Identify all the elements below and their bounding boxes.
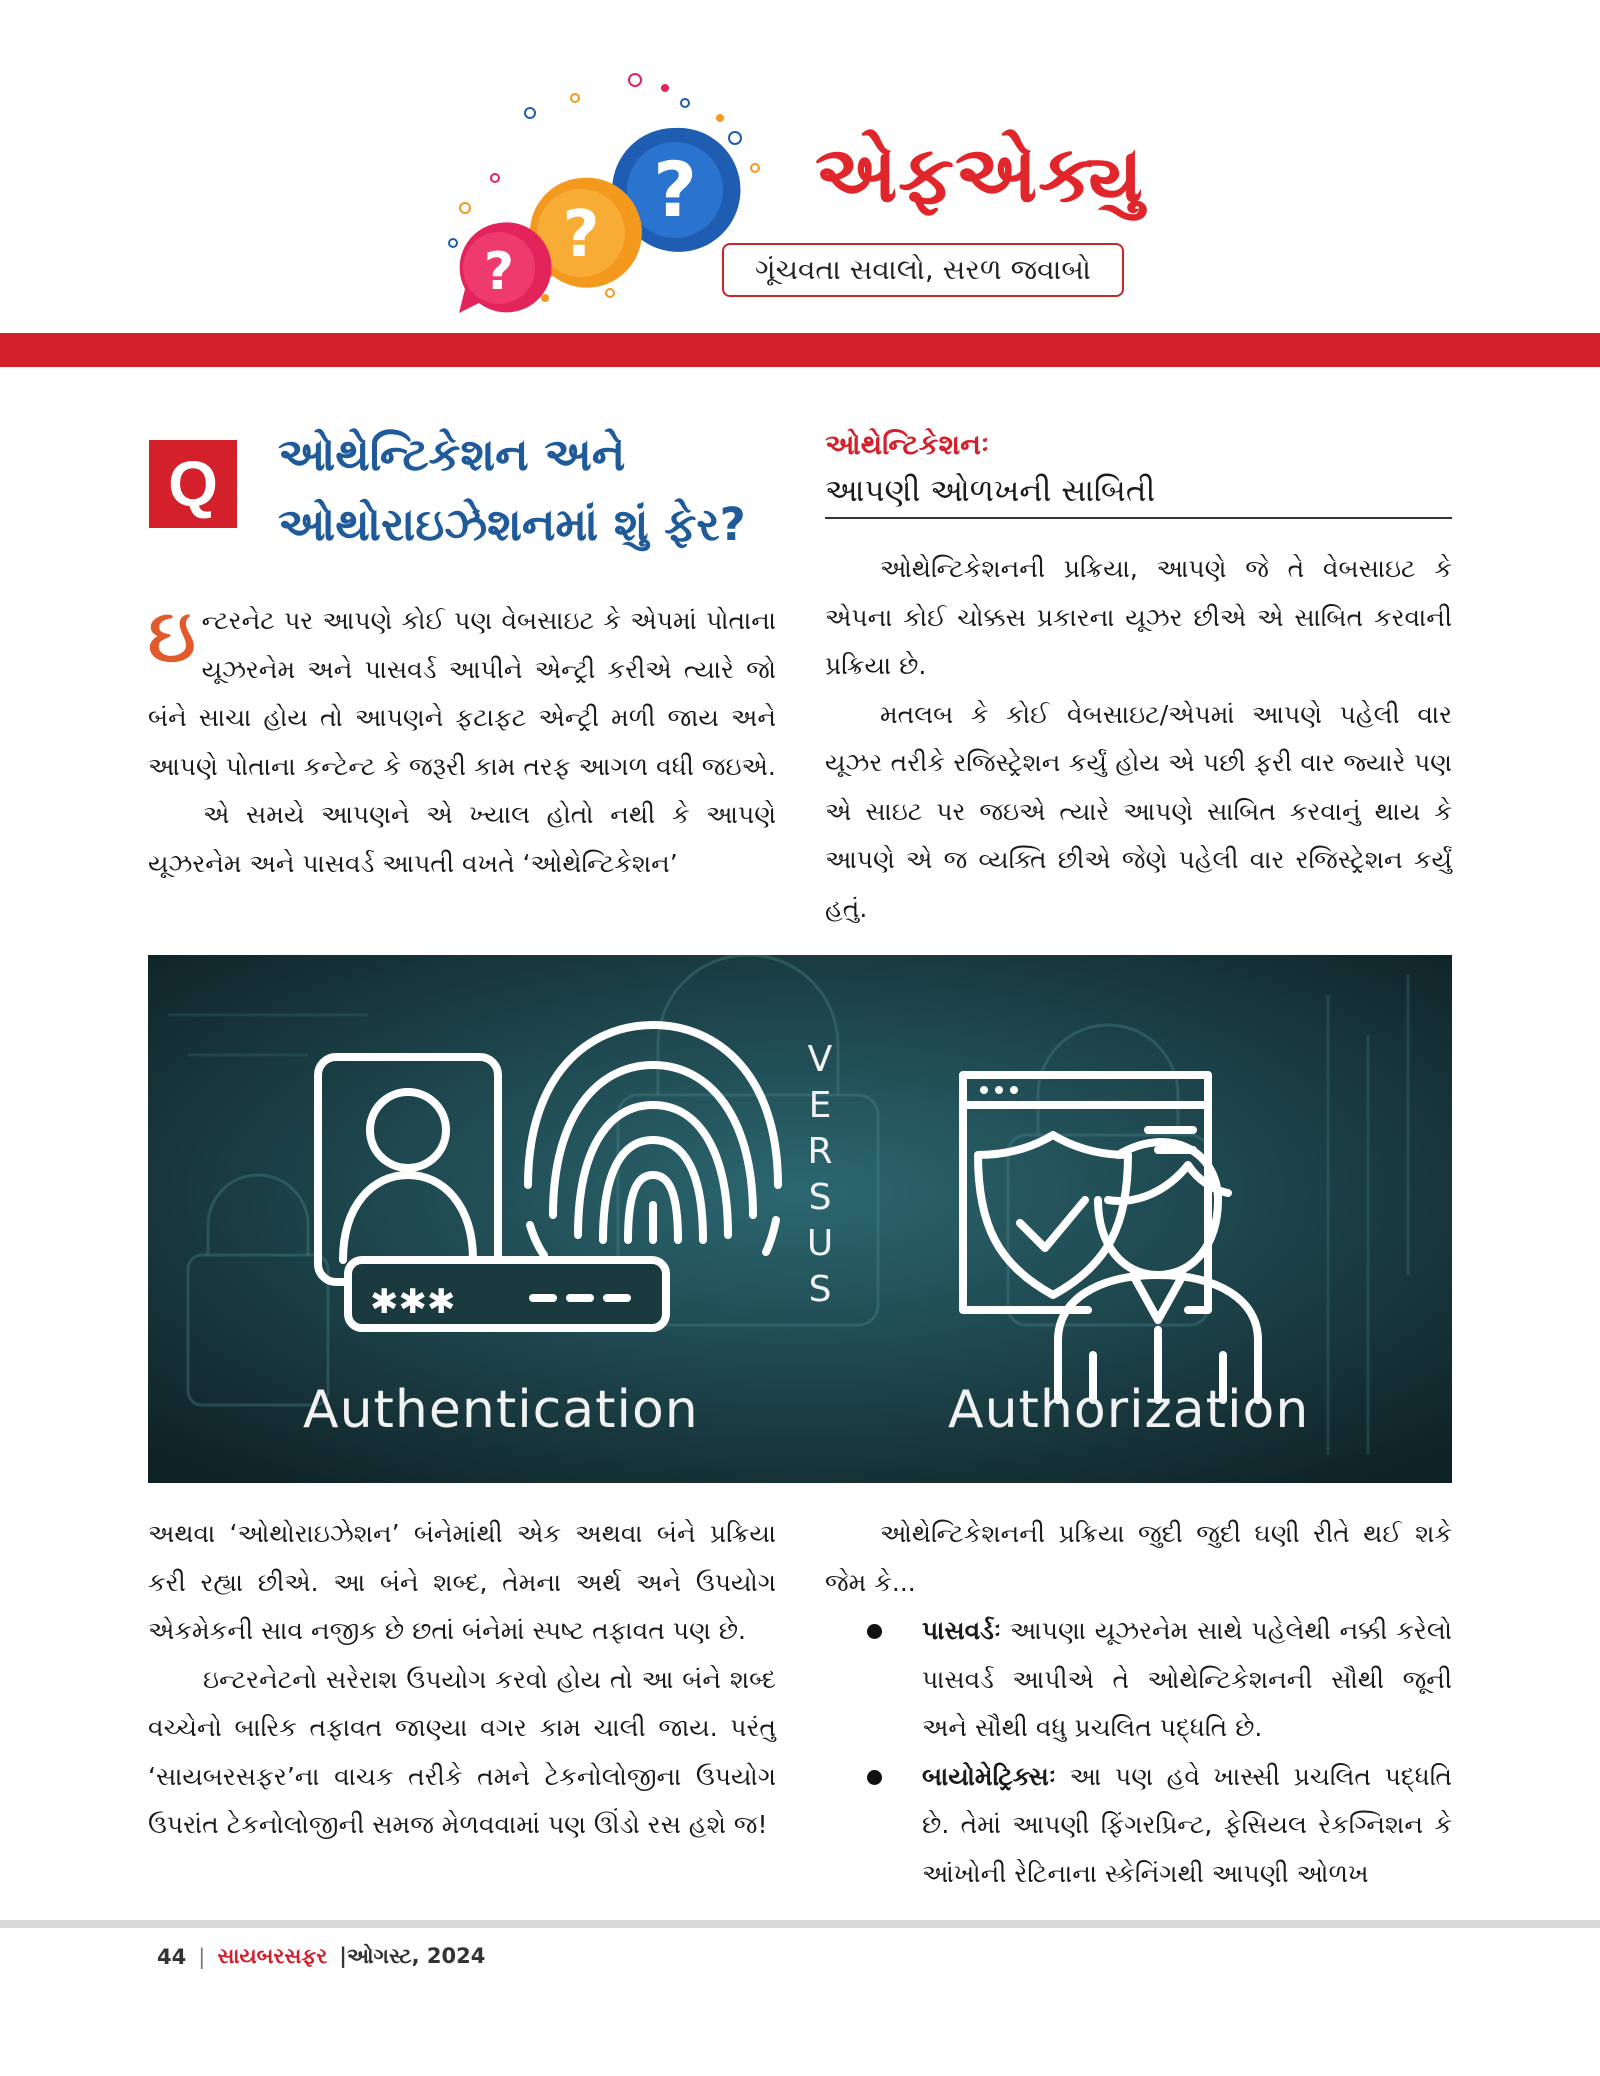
paragraph: ઓથેન્ટિકેશનની પ્રક્રિયા જુદી જુદી ઘણી રીતે થઈ શકે જેમ કે... [825,1519,1452,1597]
versus-letter: E [808,1085,832,1126]
list-item-term: બાયોમેટ્રિક્સઃ [922,1761,1056,1791]
left-column-top [148,593,776,888]
question-badge: Q [149,440,237,528]
authentication-label: Authentication [303,1380,699,1440]
paragraph [148,593,776,791]
method-list [867,1607,1452,1898]
auth-vs-authz-illustration [148,955,1452,1483]
list-item-term: પાસવર્ડઃ [922,1616,1002,1645]
paragraph: ઇન્ટરનેટનો સરેરાશ ઉપયોગ કરવો હોય તો આ બંને શબ્દ વચ્ચેનો બારિક તફાવત જાણ્યા વગર કામ ચાલી જાય. પરંતુ ‘સાયબરસફર’ના વાચક તરીકે તમને ટેકનોલોજીના ઉપયોગ ઉપરાંત ટેકનોલોજીની સમજ મેળવવામાં પણ ઊંડો રસ હશે જ! [148,1664,776,1839]
right-column-bottom [825,1510,1452,1898]
drop-cap: ઇ [148,593,196,679]
bubble-glyph: ? [652,145,698,234]
versus-letter: S [808,1269,832,1310]
bubble-glyph: ? [562,198,600,272]
magazine-name: સાયબરસફર [217,1944,328,1968]
page-header [0,0,1600,330]
paragraph: ઓથેન્ટિકેશનની પ્રક્રિયા, આપણે જે તે વેબસાઇટ કે એપના કોઈ ચોક્કસ પ્રકારના યૂઝર છીએ એ સાબિત કરવાની પ્રક્રિયા છે. [825,554,1452,680]
subheading: આપણી ઓળખની સાબિતી [825,473,1156,509]
page-footer [157,1944,485,1969]
paragraph: મતલબ કે કોઈ વેબસાઇટ/એપમાં આપણે પહેલી વાર યૂઝર તરીકે રજિસ્ટ્રેશન કર્યું હોય એ પછી ફરી વાર જ્યારે પણ એ સાઇટ પર જઇએ ત્યારે આપણે સાબિત કરવાનું થાય કે આપણે એ જ વ્યક્તિ છીએ જેણે પહેલી વાર રજિસ્ટ્રેશન કર્યું હતું. [825,699,1452,923]
list-item-text: આપણા યૂઝરનેમ સાથે પહેલેથી નક્કી કરેલો પાસવર્ડ આપીએ તે ઓથેન્ટિકેશનની સૌથી જૂની અને સૌથી વધુ પ્રચલિત પદ્ધતિ છે. [922,1616,1452,1742]
issue-date: |ઓગસ્ટ, 2024 [339,1944,486,1968]
footer-divider: | [198,1944,206,1969]
browser-dots [980,1086,1018,1094]
question-title [278,420,798,560]
subheading-red: ઓથેન્ટિકેશનઃ [825,428,989,461]
subheading-rule [825,517,1452,519]
list-item [867,1753,1452,1899]
page-number: 44 [157,1944,187,1969]
paragraph: એ સમયે આપણને એ ખ્યાલ હોતો નથી કે આપણે યૂઝરનેમ અને પાસવર્ડ આપતી વખતે ‘ઓથેન્ટિકેશન’ [148,800,776,878]
section-tagline: ગૂંચવતા સવાલો, સરળ જવાબો [722,243,1124,297]
paragraph: અથવા ‘ઓથોરાઇઝેશન’ બંનેમાંથી એક અથવા બંને પ્રક્રિયા કરી રહ્યા છીએ. આ બંને શબ્દ, તેમના અર્થ અને ઉપયોગ એકમેકની સાવ નજીક છે છતાં બંનેમાં સ્પષ્ટ તફાવત પણ છે. [148,1519,776,1645]
list-item [867,1607,1452,1753]
header-band [0,333,1600,367]
left-column-bottom [148,1510,776,1850]
right-column-top [825,545,1452,933]
question-title-line: ઓથોરાઇઝેશનમાં શું ફેર? [278,498,746,551]
versus-letter: S [808,1177,832,1218]
paragraph-text: ન્ટરનેટ પર આપણે કોઈ પણ વેબસાઇટ કે એપમાં પોતાના યૂઝરનેમ અને પાસવર્ડ આપીને એન્ટ્રી કરીએ ત્યારે જો બંને સાચા હોય તો આપણને ફટાફટ એન્ટ્રી મળી જાય અને આપણે પોતાના કન્ટેન્ટ કે જરૂરી કામ તરફ આગળ વધી જઇએ. [148,606,776,781]
footer-rule [0,1920,1600,1928]
password-mask: ✱✱✱ [370,1282,456,1322]
list-item-text: આ પણ હવે ખાસ્સી પ્રચલિત પદ્ધતિ છે. તેમાં આપણી ફિંગરપ્રિન્ટ, ફેસિયલ રેકગ્નિશન કે આંખોની રેટિનાના સ્કેનિંગથી આપણી ઓળખ [922,1761,1452,1888]
versus-letter: R [807,1131,833,1172]
section-title: એફએક્યુ [815,130,1144,220]
bubble-glyph: ? [483,242,515,302]
authorization-label: Authorization [948,1380,1310,1440]
versus-label [800,1037,840,1313]
question-title-line: ઓથેન્ટિકેશન અને [278,428,626,481]
versus-letter: U [806,1223,834,1264]
versus-letter: V [807,1039,833,1080]
